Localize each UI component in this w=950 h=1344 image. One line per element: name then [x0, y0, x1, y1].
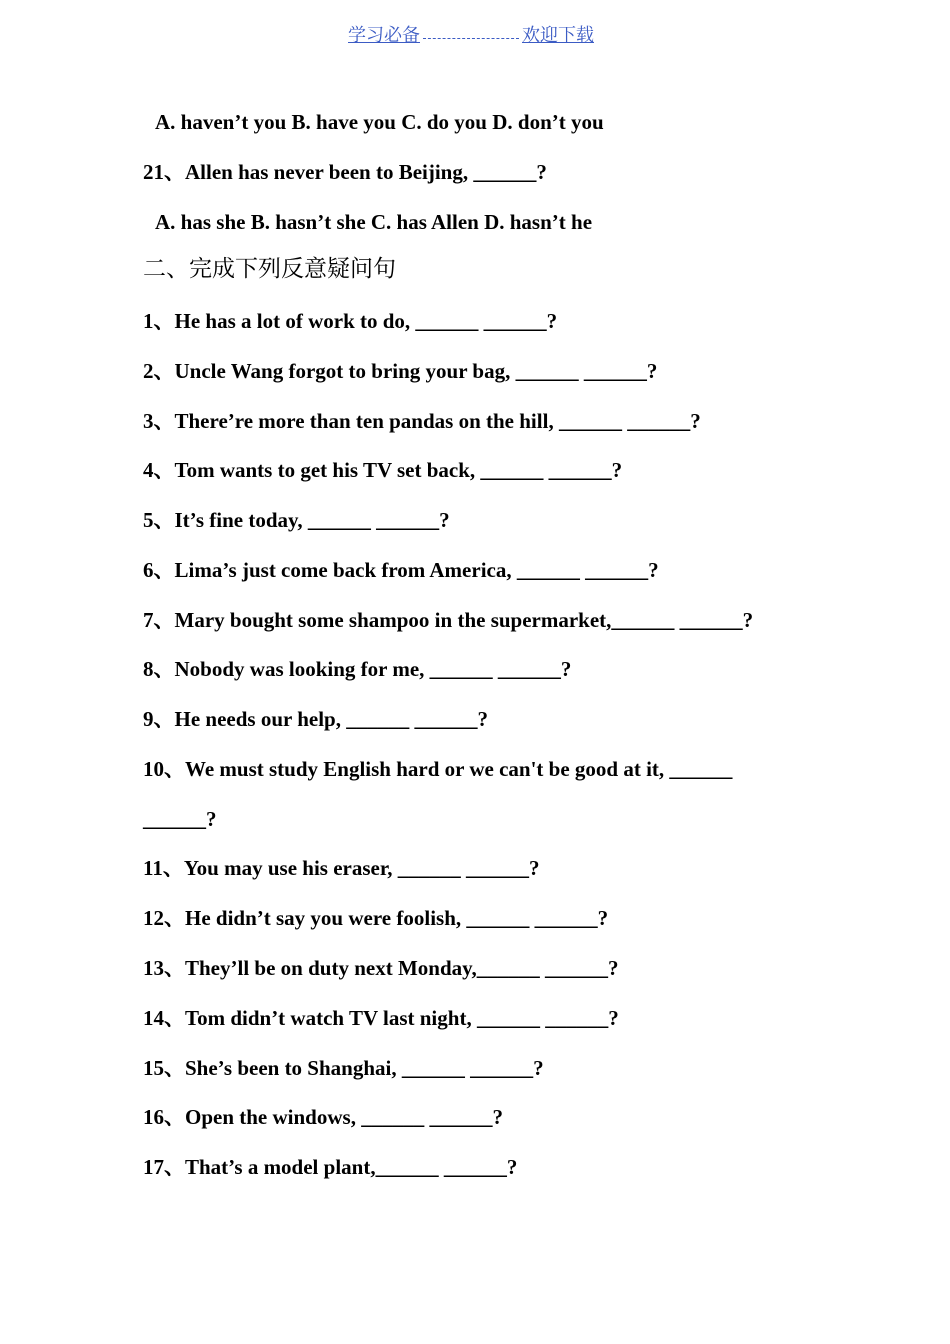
exercise-10: 10、We must study English hard or we can't be good at it, ______ — [143, 757, 733, 781]
question-21: 21、Allen has never been to Beijing, ______? — [143, 160, 547, 184]
exercise-3: 3、There’re more than ten pandas on the hill, ______ ______? — [143, 409, 701, 433]
exercise-14: 14、Tom didn’t watch TV last night, ______ ______? — [143, 1006, 619, 1030]
exercise-16: 16、Open the windows, ______ ______? — [143, 1105, 503, 1129]
exercise-17: 17、That’s a model plant,______ ______? — [143, 1155, 518, 1179]
question-21-options: A. has she B. hasn’t she C. has Allen D. hasn’t he — [155, 210, 593, 234]
section-2-title: 二、完成下列反意疑问句 — [143, 256, 396, 282]
exercise-10-continued: ______? — [143, 807, 217, 831]
page-header — [348, 24, 594, 48]
exercise-8: 8、Nobody was looking for me, ______ ______? — [143, 657, 572, 681]
exercise-15: 15、She’s been to Shanghai, ______ ______? — [143, 1056, 544, 1080]
exercise-2: 2、Uncle Wang forgot to bring your bag, ______ ______? — [143, 359, 658, 383]
exercise-1: 1、He has a lot of work to do, ______ ______? — [143, 309, 558, 333]
header-divider — [423, 37, 519, 39]
exercise-4: 4、Tom wants to get his TV set back, ______ ______? — [143, 458, 623, 482]
exercise-13: 13、They’ll be on duty next Monday,______ ______? — [143, 956, 619, 980]
question-20-options: A. haven’t you B. have you C. do you D. don’t you — [155, 110, 604, 134]
header-left-text: 学习必备 — [348, 25, 420, 46]
header-right-text: 欢迎下载 — [522, 25, 594, 46]
exercise-7: 7、Mary bought some shampoo in the supermarket,______ ______? — [143, 608, 754, 632]
exercise-5: 5、It’s fine today, ______ ______? — [143, 508, 450, 532]
exercise-12: 12、He didn’t say you were foolish, ______ ______? — [143, 906, 609, 930]
exercise-9: 9、He needs our help, ______ ______? — [143, 707, 488, 731]
exercise-6: 6、Lima’s just come back from America, ______ ______? — [143, 558, 659, 582]
exercise-11: 11、You may use his eraser, ______ ______? — [143, 856, 540, 880]
